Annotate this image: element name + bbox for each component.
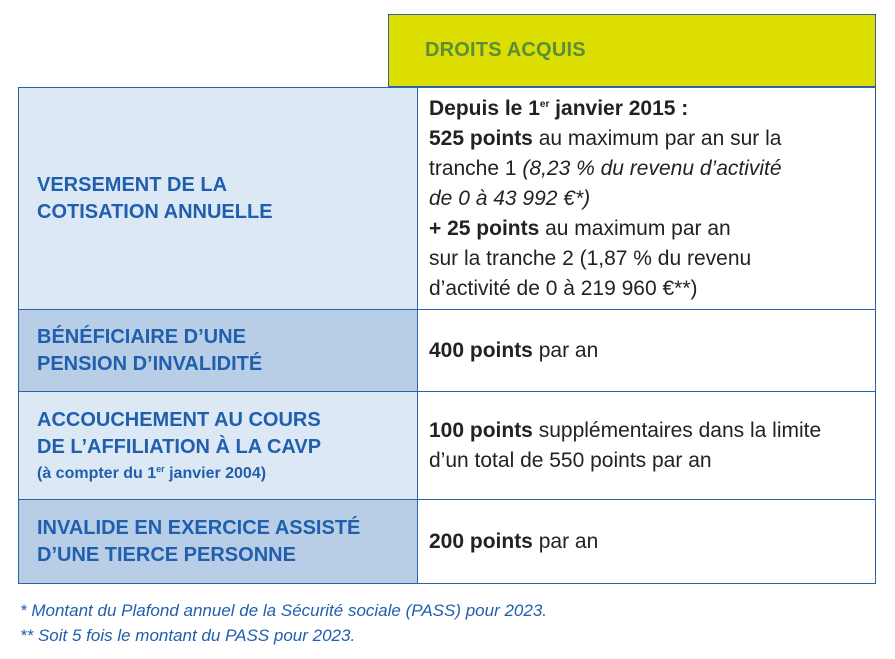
value-text: par an bbox=[532, 338, 599, 362]
label-line: PENSION D’INVALIDITÉ bbox=[37, 352, 263, 375]
header-title: DROITS ACQUIS bbox=[425, 39, 586, 61]
points-text: + 25 points bbox=[429, 216, 540, 240]
table-row bbox=[19, 392, 876, 500]
row-label-versement bbox=[19, 88, 418, 310]
points-text: 400 points bbox=[429, 338, 533, 362]
label-line: BÉNÉFICIAIRE D’UNE bbox=[37, 325, 246, 348]
row-label-invalidite bbox=[19, 310, 418, 392]
value-italic: (8,23 % du revenu d’activité bbox=[522, 156, 782, 180]
droits-table bbox=[18, 87, 876, 584]
row-label-accouchement bbox=[19, 392, 418, 500]
table-row bbox=[19, 500, 876, 584]
subtext-part: (à compter du 1 bbox=[37, 464, 157, 482]
footnote: * Montant du Plafond annuel de la Sécurité sociale (PASS) pour 2023. bbox=[20, 601, 548, 620]
points-text: 200 points bbox=[429, 529, 533, 553]
points-text: 100 points bbox=[429, 418, 533, 442]
label-line: INVALIDE EN EXERCICE ASSISTÉ bbox=[37, 516, 361, 539]
value-text: tranche 1 bbox=[429, 156, 523, 180]
subtext-part: janvier 2004) bbox=[164, 464, 267, 482]
row-value-invalidite bbox=[418, 310, 876, 392]
footnotes bbox=[20, 598, 547, 648]
label-line: D’UNE TIERCE PERSONNE bbox=[37, 543, 296, 566]
value-text: par an bbox=[532, 529, 599, 553]
row-value-accouchement bbox=[418, 392, 876, 500]
table-row bbox=[19, 88, 876, 310]
since-text-suffix: janvier 2015 : bbox=[549, 96, 689, 120]
row-label-tierce-personne bbox=[19, 500, 418, 584]
row-value-tierce-personne bbox=[418, 500, 876, 584]
value-text: au maximum par an sur la bbox=[532, 126, 782, 150]
value-text: d’un total de 550 points par an bbox=[429, 448, 712, 472]
since-sup: er bbox=[539, 98, 550, 110]
label-subtext bbox=[37, 463, 407, 485]
footnote: ** Soit 5 fois le montant du PASS pour 2023. bbox=[20, 626, 356, 645]
since-text: Depuis le 1 bbox=[429, 96, 540, 120]
droits-acquis-header bbox=[388, 14, 876, 87]
row-value-versement bbox=[418, 88, 876, 310]
label-line: VERSEMENT DE LA bbox=[37, 173, 228, 196]
subtext-sup: er bbox=[156, 463, 165, 474]
label-line: COTISATION ANNUELLE bbox=[37, 200, 273, 223]
value-text: d’activité de 0 à 219 960 €**) bbox=[429, 276, 698, 300]
value-italic: de 0 à 43 992 €*) bbox=[429, 186, 591, 210]
points-text: 525 points bbox=[429, 126, 533, 150]
table-row bbox=[19, 310, 876, 392]
value-text: au maximum par an bbox=[539, 216, 731, 240]
label-line: ACCOUCHEMENT AU COURS bbox=[37, 408, 321, 431]
label-line: DE L’AFFILIATION À LA CAVP bbox=[37, 435, 322, 458]
value-text: sur la tranche 2 (1,87 % du revenu bbox=[429, 246, 752, 270]
value-text: supplémentaires dans la limite bbox=[532, 418, 822, 442]
